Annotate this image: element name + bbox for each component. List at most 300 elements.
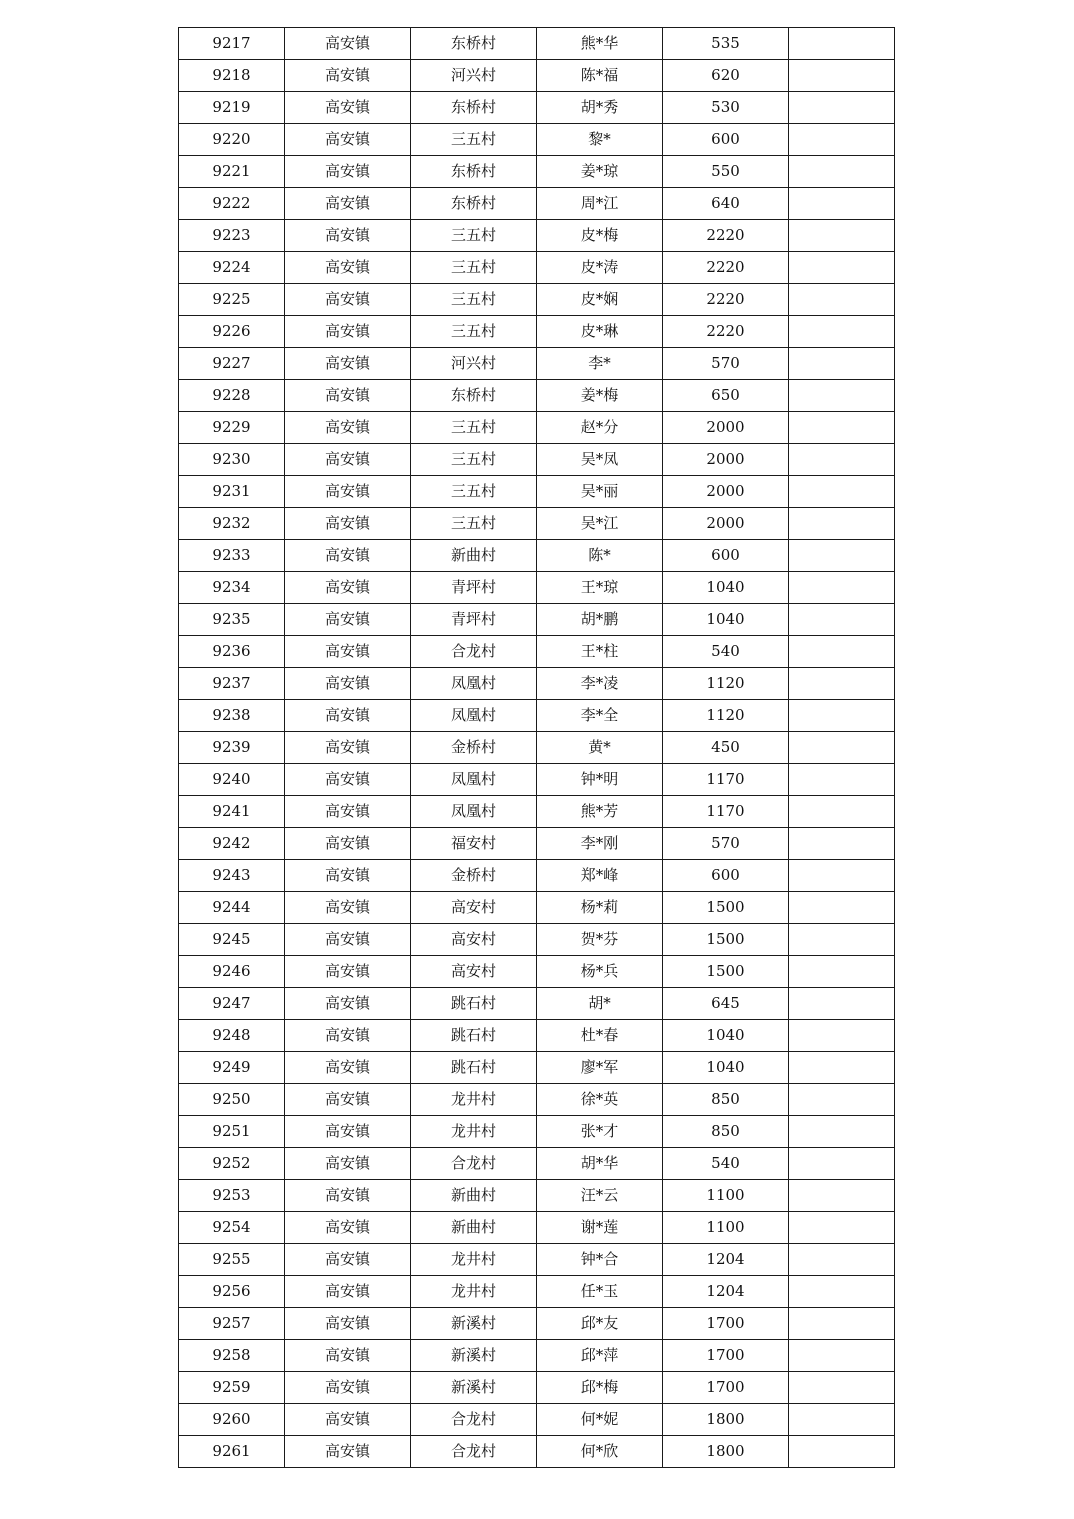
name-cell: 任*玉 xyxy=(537,1276,663,1308)
name-cell: 廖*军 xyxy=(537,1052,663,1084)
name-cell: 杨*兵 xyxy=(537,956,663,988)
row-number-cell: 9230 xyxy=(179,444,285,476)
table-row xyxy=(179,508,895,540)
village-cell: 合龙村 xyxy=(411,636,537,668)
row-number-cell: 9259 xyxy=(179,1372,285,1404)
row-number-cell: 9233 xyxy=(179,540,285,572)
amount-cell: 2000 xyxy=(663,508,789,540)
town-cell: 高安镇 xyxy=(285,444,411,476)
table-row xyxy=(179,1276,895,1308)
amount-cell: 450 xyxy=(663,732,789,764)
row-number-cell: 9244 xyxy=(179,892,285,924)
table-row xyxy=(179,700,895,732)
row-number-cell: 9219 xyxy=(179,92,285,124)
name-cell: 谢*莲 xyxy=(537,1212,663,1244)
remark-cell xyxy=(789,732,895,764)
name-cell: 黎* xyxy=(537,124,663,156)
table-row xyxy=(179,860,895,892)
remark-cell xyxy=(789,1436,895,1468)
village-cell: 合龙村 xyxy=(411,1436,537,1468)
village-cell: 东桥村 xyxy=(411,28,537,60)
row-number-cell: 9257 xyxy=(179,1308,285,1340)
row-number-cell: 9245 xyxy=(179,924,285,956)
town-cell: 高安镇 xyxy=(285,1372,411,1404)
name-cell: 杜*春 xyxy=(537,1020,663,1052)
amount-cell: 540 xyxy=(663,636,789,668)
amount-cell: 1700 xyxy=(663,1372,789,1404)
table-row xyxy=(179,284,895,316)
village-cell: 跳石村 xyxy=(411,988,537,1020)
village-cell: 东桥村 xyxy=(411,188,537,220)
row-number-cell: 9237 xyxy=(179,668,285,700)
amount-cell: 1204 xyxy=(663,1276,789,1308)
village-cell: 龙井村 xyxy=(411,1116,537,1148)
name-cell: 赵*分 xyxy=(537,412,663,444)
row-number-cell: 9239 xyxy=(179,732,285,764)
village-cell: 新曲村 xyxy=(411,1180,537,1212)
table-row xyxy=(179,1052,895,1084)
name-cell: 李*全 xyxy=(537,700,663,732)
town-cell: 高安镇 xyxy=(285,476,411,508)
remark-cell xyxy=(789,188,895,220)
row-number-cell: 9258 xyxy=(179,1340,285,1372)
amount-cell: 1170 xyxy=(663,764,789,796)
table-row xyxy=(179,1244,895,1276)
amount-cell: 1700 xyxy=(663,1340,789,1372)
village-cell: 凤凰村 xyxy=(411,764,537,796)
table-row xyxy=(179,124,895,156)
amount-cell: 1100 xyxy=(663,1212,789,1244)
table-row xyxy=(179,828,895,860)
remark-cell xyxy=(789,508,895,540)
amount-cell: 640 xyxy=(663,188,789,220)
row-number-cell: 9238 xyxy=(179,700,285,732)
row-number-cell: 9261 xyxy=(179,1436,285,1468)
amount-cell: 620 xyxy=(663,60,789,92)
town-cell: 高安镇 xyxy=(285,828,411,860)
town-cell: 高安镇 xyxy=(285,1180,411,1212)
row-number-cell: 9243 xyxy=(179,860,285,892)
village-cell: 三五村 xyxy=(411,444,537,476)
town-cell: 高安镇 xyxy=(285,1276,411,1308)
town-cell: 高安镇 xyxy=(285,188,411,220)
row-number-cell: 9217 xyxy=(179,28,285,60)
name-cell: 姜*琼 xyxy=(537,156,663,188)
amount-cell: 2220 xyxy=(663,284,789,316)
name-cell: 张*才 xyxy=(537,1116,663,1148)
village-cell: 新曲村 xyxy=(411,540,537,572)
name-cell: 邱*萍 xyxy=(537,1340,663,1372)
remark-cell xyxy=(789,284,895,316)
row-number-cell: 9225 xyxy=(179,284,285,316)
town-cell: 高安镇 xyxy=(285,732,411,764)
remark-cell xyxy=(789,604,895,636)
name-cell: 王*柱 xyxy=(537,636,663,668)
amount-cell: 550 xyxy=(663,156,789,188)
table-row xyxy=(179,1436,895,1468)
town-cell: 高安镇 xyxy=(285,1340,411,1372)
name-cell: 徐*英 xyxy=(537,1084,663,1116)
amount-cell: 2220 xyxy=(663,252,789,284)
town-cell: 高安镇 xyxy=(285,540,411,572)
amount-cell: 1040 xyxy=(663,572,789,604)
amount-cell: 2000 xyxy=(663,412,789,444)
village-cell: 三五村 xyxy=(411,220,537,252)
row-number-cell: 9231 xyxy=(179,476,285,508)
village-cell: 龙井村 xyxy=(411,1276,537,1308)
name-cell: 李* xyxy=(537,348,663,380)
table-row xyxy=(179,156,895,188)
town-cell: 高安镇 xyxy=(285,1020,411,1052)
remark-cell xyxy=(789,412,895,444)
remark-cell xyxy=(789,1372,895,1404)
row-number-cell: 9221 xyxy=(179,156,285,188)
town-cell: 高安镇 xyxy=(285,668,411,700)
town-cell: 高安镇 xyxy=(285,604,411,636)
amount-cell: 2000 xyxy=(663,476,789,508)
name-cell: 皮*梅 xyxy=(537,220,663,252)
remark-cell xyxy=(789,156,895,188)
remark-cell xyxy=(789,60,895,92)
village-cell: 金桥村 xyxy=(411,732,537,764)
village-cell: 高安村 xyxy=(411,956,537,988)
village-cell: 东桥村 xyxy=(411,380,537,412)
town-cell: 高安镇 xyxy=(285,956,411,988)
row-number-cell: 9241 xyxy=(179,796,285,828)
record-table xyxy=(178,27,895,1468)
village-cell: 金桥村 xyxy=(411,860,537,892)
amount-cell: 2000 xyxy=(663,444,789,476)
village-cell: 河兴村 xyxy=(411,60,537,92)
name-cell: 陈*福 xyxy=(537,60,663,92)
table-row xyxy=(179,956,895,988)
town-cell: 高安镇 xyxy=(285,156,411,188)
remark-cell xyxy=(789,92,895,124)
amount-cell: 2220 xyxy=(663,220,789,252)
remark-cell xyxy=(789,1404,895,1436)
table-row xyxy=(179,316,895,348)
amount-cell: 1800 xyxy=(663,1436,789,1468)
town-cell: 高安镇 xyxy=(285,572,411,604)
name-cell: 杨*莉 xyxy=(537,892,663,924)
remark-cell xyxy=(789,380,895,412)
remark-cell xyxy=(789,540,895,572)
town-cell: 高安镇 xyxy=(285,348,411,380)
remark-cell xyxy=(789,796,895,828)
village-cell: 青坪村 xyxy=(411,604,537,636)
village-cell: 新曲村 xyxy=(411,1212,537,1244)
village-cell: 凤凰村 xyxy=(411,796,537,828)
table-row xyxy=(179,380,895,412)
amount-cell: 1100 xyxy=(663,1180,789,1212)
table-row xyxy=(179,604,895,636)
town-cell: 高安镇 xyxy=(285,220,411,252)
amount-cell: 540 xyxy=(663,1148,789,1180)
name-cell: 周*江 xyxy=(537,188,663,220)
town-cell: 高安镇 xyxy=(285,412,411,444)
town-cell: 高安镇 xyxy=(285,1084,411,1116)
row-number-cell: 9253 xyxy=(179,1180,285,1212)
village-cell: 福安村 xyxy=(411,828,537,860)
amount-cell: 1120 xyxy=(663,700,789,732)
village-cell: 三五村 xyxy=(411,316,537,348)
amount-cell: 650 xyxy=(663,380,789,412)
table-row xyxy=(179,348,895,380)
village-cell: 凤凰村 xyxy=(411,668,537,700)
name-cell: 熊*华 xyxy=(537,28,663,60)
table-row xyxy=(179,1116,895,1148)
name-cell: 李*凌 xyxy=(537,668,663,700)
table-row xyxy=(179,92,895,124)
name-cell: 陈* xyxy=(537,540,663,572)
remark-cell xyxy=(789,1276,895,1308)
village-cell: 合龙村 xyxy=(411,1148,537,1180)
amount-cell: 2220 xyxy=(663,316,789,348)
village-cell: 河兴村 xyxy=(411,348,537,380)
remark-cell xyxy=(789,572,895,604)
table-row xyxy=(179,1340,895,1372)
name-cell: 黄* xyxy=(537,732,663,764)
row-number-cell: 9254 xyxy=(179,1212,285,1244)
village-cell: 三五村 xyxy=(411,476,537,508)
table-row xyxy=(179,924,895,956)
table-row xyxy=(179,444,895,476)
village-cell: 三五村 xyxy=(411,412,537,444)
row-number-cell: 9228 xyxy=(179,380,285,412)
village-cell: 新溪村 xyxy=(411,1372,537,1404)
row-number-cell: 9232 xyxy=(179,508,285,540)
name-cell: 贺*芬 xyxy=(537,924,663,956)
name-cell: 何*妮 xyxy=(537,1404,663,1436)
amount-cell: 850 xyxy=(663,1084,789,1116)
village-cell: 凤凰村 xyxy=(411,700,537,732)
row-number-cell: 9255 xyxy=(179,1244,285,1276)
amount-cell: 600 xyxy=(663,860,789,892)
town-cell: 高安镇 xyxy=(285,284,411,316)
village-cell: 龙井村 xyxy=(411,1084,537,1116)
table-row xyxy=(179,988,895,1020)
name-cell: 皮*娴 xyxy=(537,284,663,316)
remark-cell xyxy=(789,1244,895,1276)
amount-cell: 1500 xyxy=(663,892,789,924)
amount-cell: 1500 xyxy=(663,924,789,956)
table-row xyxy=(179,892,895,924)
remark-cell xyxy=(789,636,895,668)
village-cell: 新溪村 xyxy=(411,1308,537,1340)
town-cell: 高安镇 xyxy=(285,1244,411,1276)
remark-cell xyxy=(789,316,895,348)
town-cell: 高安镇 xyxy=(285,860,411,892)
remark-cell xyxy=(789,892,895,924)
row-number-cell: 9224 xyxy=(179,252,285,284)
town-cell: 高安镇 xyxy=(285,380,411,412)
table-row xyxy=(179,1020,895,1052)
row-number-cell: 9249 xyxy=(179,1052,285,1084)
row-number-cell: 9222 xyxy=(179,188,285,220)
village-cell: 跳石村 xyxy=(411,1020,537,1052)
row-number-cell: 9226 xyxy=(179,316,285,348)
remark-cell xyxy=(789,28,895,60)
remark-cell xyxy=(789,1148,895,1180)
remark-cell xyxy=(789,1020,895,1052)
remark-cell xyxy=(789,860,895,892)
village-cell: 东桥村 xyxy=(411,156,537,188)
remark-cell xyxy=(789,764,895,796)
town-cell: 高安镇 xyxy=(285,252,411,284)
table-row xyxy=(179,636,895,668)
town-cell: 高安镇 xyxy=(285,796,411,828)
row-number-cell: 9247 xyxy=(179,988,285,1020)
name-cell: 姜*梅 xyxy=(537,380,663,412)
village-cell: 高安村 xyxy=(411,924,537,956)
remark-cell xyxy=(789,956,895,988)
table-row xyxy=(179,1404,895,1436)
row-number-cell: 9220 xyxy=(179,124,285,156)
table-row xyxy=(179,668,895,700)
name-cell: 吴*丽 xyxy=(537,476,663,508)
remark-cell xyxy=(789,700,895,732)
name-cell: 钟*明 xyxy=(537,764,663,796)
remark-cell xyxy=(789,476,895,508)
remark-cell xyxy=(789,1340,895,1372)
remark-cell xyxy=(789,444,895,476)
name-cell: 熊*芳 xyxy=(537,796,663,828)
name-cell: 皮*涛 xyxy=(537,252,663,284)
town-cell: 高安镇 xyxy=(285,28,411,60)
town-cell: 高安镇 xyxy=(285,988,411,1020)
row-number-cell: 9227 xyxy=(179,348,285,380)
row-number-cell: 9250 xyxy=(179,1084,285,1116)
town-cell: 高安镇 xyxy=(285,700,411,732)
table-row xyxy=(179,412,895,444)
row-number-cell: 9248 xyxy=(179,1020,285,1052)
town-cell: 高安镇 xyxy=(285,1116,411,1148)
name-cell: 胡* xyxy=(537,988,663,1020)
town-cell: 高安镇 xyxy=(285,764,411,796)
row-number-cell: 9251 xyxy=(179,1116,285,1148)
amount-cell: 1170 xyxy=(663,796,789,828)
table-row xyxy=(179,1372,895,1404)
table-row xyxy=(179,1084,895,1116)
town-cell: 高安镇 xyxy=(285,892,411,924)
town-cell: 高安镇 xyxy=(285,1436,411,1468)
village-cell: 新溪村 xyxy=(411,1340,537,1372)
remark-cell xyxy=(789,1180,895,1212)
name-cell: 钟*合 xyxy=(537,1244,663,1276)
amount-cell: 1040 xyxy=(663,1020,789,1052)
amount-cell: 600 xyxy=(663,540,789,572)
row-number-cell: 9252 xyxy=(179,1148,285,1180)
table-row xyxy=(179,1308,895,1340)
row-number-cell: 9256 xyxy=(179,1276,285,1308)
amount-cell: 570 xyxy=(663,828,789,860)
row-number-cell: 9218 xyxy=(179,60,285,92)
town-cell: 高安镇 xyxy=(285,92,411,124)
table-row xyxy=(179,796,895,828)
town-cell: 高安镇 xyxy=(285,1404,411,1436)
record-table-body xyxy=(179,28,895,1468)
name-cell: 吴*江 xyxy=(537,508,663,540)
table-row xyxy=(179,540,895,572)
village-cell: 合龙村 xyxy=(411,1404,537,1436)
remark-cell xyxy=(789,252,895,284)
remark-cell xyxy=(789,220,895,252)
name-cell: 胡*华 xyxy=(537,1148,663,1180)
name-cell: 吴*凤 xyxy=(537,444,663,476)
row-number-cell: 9223 xyxy=(179,220,285,252)
town-cell: 高安镇 xyxy=(285,60,411,92)
town-cell: 高安镇 xyxy=(285,316,411,348)
table-row xyxy=(179,60,895,92)
table-row xyxy=(179,28,895,60)
row-number-cell: 9229 xyxy=(179,412,285,444)
amount-cell: 1040 xyxy=(663,604,789,636)
village-cell: 东桥村 xyxy=(411,92,537,124)
amount-cell: 570 xyxy=(663,348,789,380)
remark-cell xyxy=(789,988,895,1020)
name-cell: 郑*峰 xyxy=(537,860,663,892)
remark-cell xyxy=(789,828,895,860)
amount-cell: 1700 xyxy=(663,1308,789,1340)
row-number-cell: 9234 xyxy=(179,572,285,604)
town-cell: 高安镇 xyxy=(285,508,411,540)
row-number-cell: 9242 xyxy=(179,828,285,860)
name-cell: 李*刚 xyxy=(537,828,663,860)
amount-cell: 600 xyxy=(663,124,789,156)
amount-cell: 535 xyxy=(663,28,789,60)
village-cell: 三五村 xyxy=(411,508,537,540)
remark-cell xyxy=(789,1308,895,1340)
row-number-cell: 9260 xyxy=(179,1404,285,1436)
row-number-cell: 9246 xyxy=(179,956,285,988)
amount-cell: 1040 xyxy=(663,1052,789,1084)
village-cell: 高安村 xyxy=(411,892,537,924)
village-cell: 三五村 xyxy=(411,284,537,316)
remark-cell xyxy=(789,668,895,700)
remark-cell xyxy=(789,1212,895,1244)
table-row xyxy=(179,764,895,796)
table-row xyxy=(179,220,895,252)
row-number-cell: 9240 xyxy=(179,764,285,796)
name-cell: 邱*友 xyxy=(537,1308,663,1340)
town-cell: 高安镇 xyxy=(285,124,411,156)
town-cell: 高安镇 xyxy=(285,1212,411,1244)
name-cell: 汪*云 xyxy=(537,1180,663,1212)
table-row xyxy=(179,732,895,764)
name-cell: 王*琼 xyxy=(537,572,663,604)
row-number-cell: 9235 xyxy=(179,604,285,636)
name-cell: 胡*鹏 xyxy=(537,604,663,636)
town-cell: 高安镇 xyxy=(285,636,411,668)
town-cell: 高安镇 xyxy=(285,1148,411,1180)
village-cell: 青坪村 xyxy=(411,572,537,604)
table-row xyxy=(179,1180,895,1212)
name-cell: 何*欣 xyxy=(537,1436,663,1468)
village-cell: 三五村 xyxy=(411,124,537,156)
name-cell: 胡*秀 xyxy=(537,92,663,124)
name-cell: 邱*梅 xyxy=(537,1372,663,1404)
remark-cell xyxy=(789,124,895,156)
amount-cell: 1800 xyxy=(663,1404,789,1436)
amount-cell: 1204 xyxy=(663,1244,789,1276)
row-number-cell: 9236 xyxy=(179,636,285,668)
remark-cell xyxy=(789,1052,895,1084)
village-cell: 三五村 xyxy=(411,252,537,284)
amount-cell: 645 xyxy=(663,988,789,1020)
village-cell: 龙井村 xyxy=(411,1244,537,1276)
table-row xyxy=(179,476,895,508)
remark-cell xyxy=(789,1116,895,1148)
